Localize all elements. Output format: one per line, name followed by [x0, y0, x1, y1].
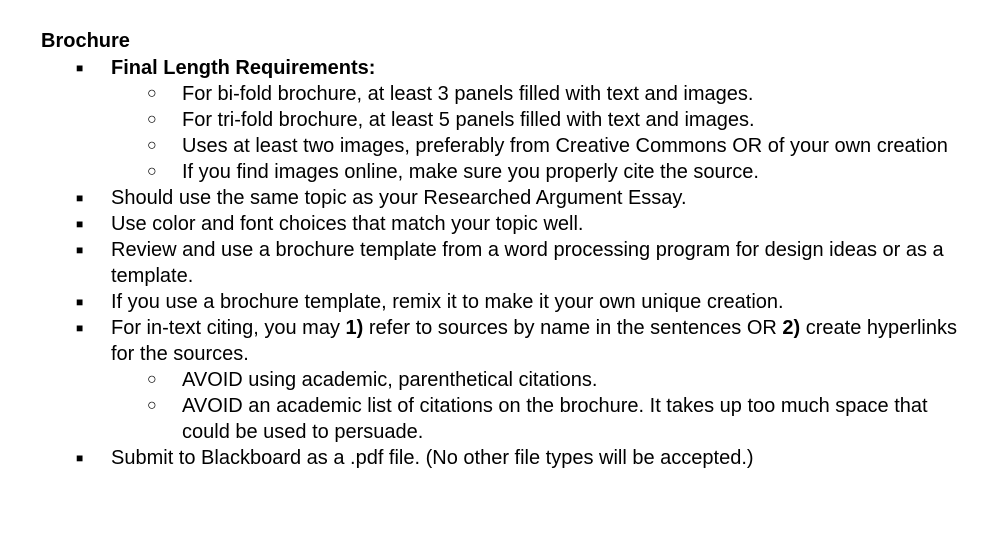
- square-bullet-icon: ■: [76, 191, 84, 205]
- square-bullet-icon: ■: [76, 61, 84, 75]
- list-item: [0, 289, 999, 315]
- list-item: [0, 185, 999, 211]
- square-bullet-icon: ■: [76, 243, 84, 257]
- list-item: [0, 445, 999, 471]
- circle-bullet-icon: ○: [147, 137, 157, 154]
- document-heading: Brochure: [41, 30, 130, 52]
- list-item-text: For bi-fold brochure, at least 3 panels filled with text and images.: [182, 83, 754, 105]
- list-item-text: If you use a brochure template, remix it to make it your own unique creation.: [111, 291, 784, 313]
- list-item-text: Final Length Requirements:: [111, 57, 376, 79]
- list-item: [0, 107, 999, 133]
- requirements-list: [0, 55, 999, 471]
- list-item-text: Use color and font choices that match your topic well.: [111, 213, 584, 235]
- list-item: [0, 55, 999, 81]
- text-segment: For in-text citing, you may: [111, 317, 346, 339]
- list-item-text: AVOID an academic list of citations on the brochure. It takes up too much space that could be used to persuade.: [182, 395, 928, 443]
- text-segment: create hyperlinks for the sources.: [111, 317, 957, 365]
- square-bullet-icon: ■: [76, 321, 84, 335]
- square-bullet-icon: ■: [76, 217, 84, 231]
- list-item-text: Uses at least two images, preferably from Creative Commons OR of your own creation: [182, 135, 948, 157]
- option-number-one: 1): [345, 317, 364, 339]
- list-item-text: Review and use a brochure template from a word processing program for design ideas or as a template.: [111, 239, 944, 287]
- list-item: [0, 367, 999, 393]
- square-bullet-icon: ■: [76, 295, 84, 309]
- list-item: [0, 159, 999, 185]
- text-segment: refer to sources by name in the sentences OR: [363, 317, 783, 339]
- list-item-text: Submit to Blackboard as a .pdf file. (No other file types will be accepted.): [111, 447, 754, 469]
- list-item-text: If you find images online, make sure you properly cite the source.: [182, 161, 759, 183]
- circle-bullet-icon: ○: [147, 397, 157, 414]
- circle-bullet-icon: ○: [147, 85, 157, 102]
- list-item: [0, 393, 999, 445]
- circle-bullet-icon: ○: [147, 163, 157, 180]
- list-item: [0, 81, 999, 107]
- list-item-text: [111, 315, 971, 367]
- list-item: [0, 237, 999, 289]
- list-item: [0, 211, 999, 237]
- list-item-text: Should use the same topic as your Researched Argument Essay.: [111, 187, 687, 209]
- option-number-two: 2): [782, 317, 801, 339]
- list-item-text: AVOID using academic, parenthetical citations.: [182, 369, 598, 391]
- list-item: [0, 315, 999, 367]
- circle-bullet-icon: ○: [147, 111, 157, 128]
- list-item: [0, 133, 999, 159]
- circle-bullet-icon: ○: [147, 371, 157, 388]
- list-item-text: For tri-fold brochure, at least 5 panels filled with text and images.: [182, 109, 755, 131]
- square-bullet-icon: ■: [76, 451, 84, 465]
